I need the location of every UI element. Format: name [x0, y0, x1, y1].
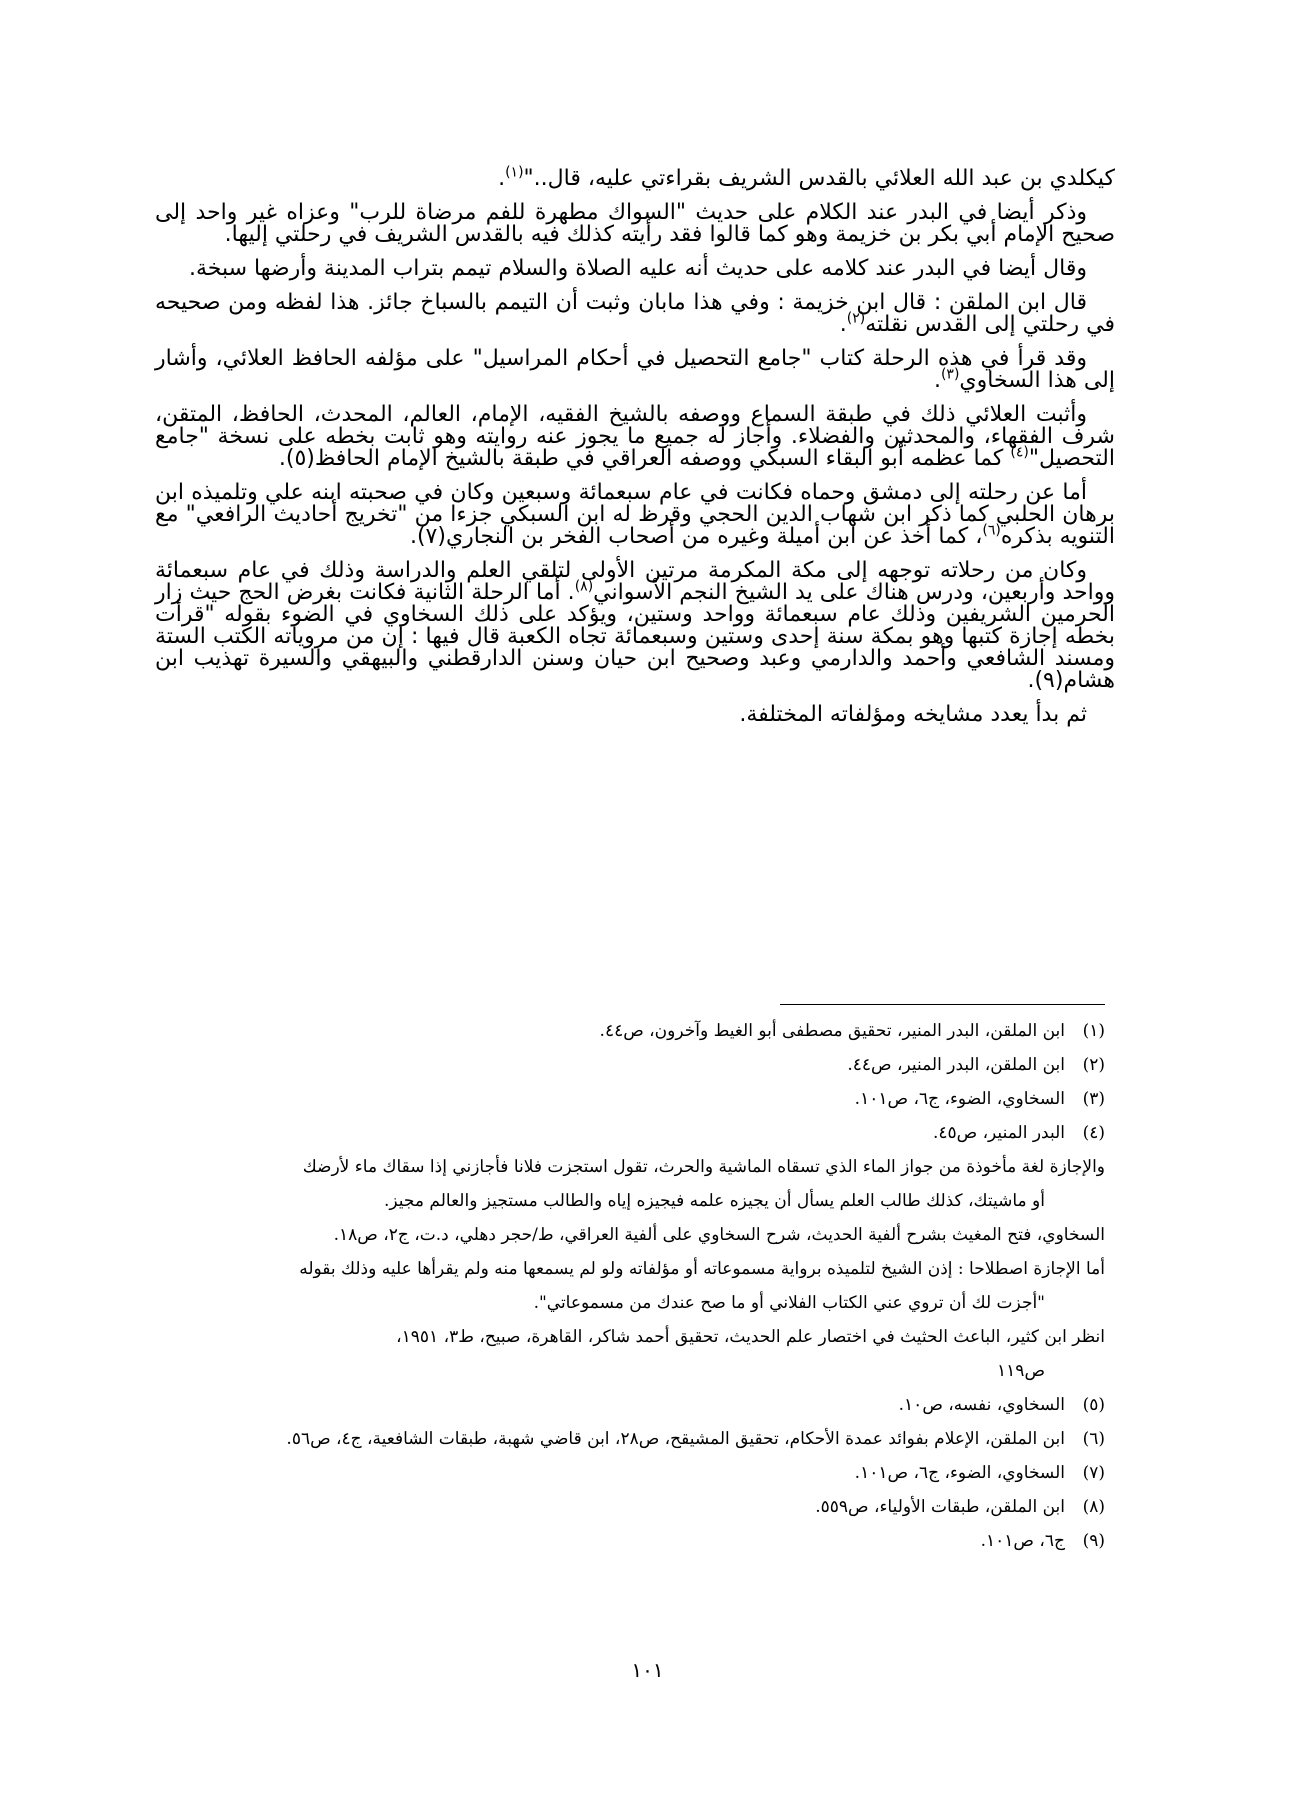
paragraph-text: وقال أيضا في البدر عند كلامه على حديث أنه عليه الصلاة والسلام تيمم بتراب المدينة وأرضها سبخة.	[189, 256, 1087, 281]
footnote-text: ابن الملقن، الإعلام بفوائد عمدة الأحكام، تحقيق المشيقح، ص٢٨، ابن قاضي شهبة، طبقات الشافعية، ج٤، ص٥٦.	[286, 1429, 1065, 1449]
footnote	[170, 1088, 1105, 1110]
paragraph	[155, 202, 1115, 246]
footnote-text: ابن الملقن، البدر المنير، تحقيق مصطفى أبو الغيط وآخرون، ص٤٤.	[599, 1021, 1065, 1041]
footnotes	[170, 1020, 1105, 1564]
footnote-number: (٢)	[1082, 1055, 1105, 1075]
paragraph-text: أما عن رحلته إلى دمشق وحماه فكانت في عام سبعمائة وسبعين وكان في صحبته ابنه علي وتلميذه ابن برهان الحلبي كما ذكر ابن شهاب الدين الحجي وقرظ له ابن السبكي جزءا من "تخريج أحاديث الرافعي" مع التنويه بذكره	[155, 480, 1115, 549]
paragraph	[155, 404, 1115, 470]
paragraph-text: وقد قرأ في هذه الرحلة كتاب "جامع التحصيل في أحكام المراسيل" على مؤلفه الحافظ العلائي، وأشار إلى هذا السخاوي	[155, 346, 1115, 393]
footnote-text: السخاوي، نفسه، ص١٠.	[898, 1395, 1065, 1415]
body-text	[155, 164, 1115, 738]
footnote-text: البدر المنير، ص٤٥.	[932, 1123, 1065, 1143]
paragraph	[155, 560, 1115, 692]
footnote	[170, 1462, 1105, 1484]
footnote-ref[interactable]: (٤)	[1010, 444, 1029, 461]
paragraph-tail: .	[839, 312, 847, 337]
paragraph-text: وكان من رحلاته توجهه إلى مكة المكرمة مرتين الأولى لتلقي العلم والدراسة وذلك في عام سبعمائة وواحد وأربعين، ودرس هناك على يد الشيخ النجم الأسواني	[155, 558, 1115, 605]
footnote-ref[interactable]: (٦)	[982, 522, 1001, 539]
page-number: ١٠١	[631, 1658, 664, 1682]
footnote-note	[170, 1156, 1105, 1212]
footnote-number: (٨)	[1082, 1497, 1105, 1517]
paragraph	[155, 704, 1115, 726]
paragraph-tail: كما عظمه أبو البقاء السبكي ووصفه العراقي في طبقة بالشيخ الإمام الحافظ(٥).	[278, 446, 1011, 471]
footnote-ref[interactable]: (١)	[505, 164, 524, 181]
paragraph-tail: . أما الرحلة الثانية فكانت بغرض الحج حيث زار الحرمين الشريفين وذلك عام سبعمائة وواحد وستين، ويؤكد على ذلك السخاوي في الضوء بقوله "قرأت بخطه إجازة كتبها وهو بمكة سنة إحدى وستين وسبعمائة تجاه الكعبة قال فيها : إن من مروياته الكتب الستة ومسند الشافعي وأحمد والدارمي وعبد وصحيح ابن حيان وسنن الدارقطني والبيهقي والسيرة تهذيب ابن هشام(٩).	[155, 580, 1115, 693]
footnote	[170, 1020, 1105, 1042]
note-continuation: "أجزت لك أن تروي عني الكتاب الفلاني أو ما صح عندك من مسموعاتي".	[533, 1293, 1045, 1313]
footnote	[170, 1428, 1105, 1450]
paragraph	[155, 258, 1115, 280]
footnote-separator	[780, 1004, 1105, 1005]
footnote-number: (٣)	[1082, 1089, 1105, 1109]
footnote-number: (٥)	[1082, 1395, 1105, 1415]
paragraph-tail: .	[933, 368, 941, 393]
note-text: السخاوي، فتح المغيث بشرح ألفية الحديث، شرح السخاوي على ألفية العراقي، ط/حجر دهلي، د.ت، ج٢، ص١٨.	[333, 1225, 1105, 1245]
footnote	[170, 1394, 1105, 1416]
footnote-ref[interactable]: (٨)	[574, 578, 594, 595]
paragraph-tail: .	[498, 166, 506, 191]
note-text: والإجازة لغة مأخوذة من جواز الماء الذي تسقاه الماشية والحرث، تقول استجزت فلانا فأجازني إذا سقاك ماء لأرضك	[302, 1157, 1105, 1177]
paragraph	[155, 348, 1115, 392]
footnote-number: (٤)	[1082, 1123, 1105, 1143]
footnote-number: (٦)	[1082, 1429, 1105, 1449]
paragraph	[155, 482, 1115, 548]
paragraph-tail: ، كما أخذ عن ابن أميلة وغيره من أصحاب الفخر بن النجاري(٧).	[409, 524, 983, 549]
footnote-note	[170, 1224, 1105, 1246]
paragraph-text: كيكلدي بن عبد الله العلائي بالقدس الشريف بقراءتي عليه، قال.."	[523, 166, 1115, 191]
footnote-number: (١)	[1082, 1021, 1105, 1041]
footnote	[170, 1530, 1105, 1552]
note-text: انظر ابن كثير، الباعث الحثيث في اختصار علم الحديث، تحقيق أحمد شاكر، القاهرة، صبيح، ط٣، ١٩٥١،	[396, 1327, 1105, 1347]
footnote-number: (٧)	[1082, 1463, 1105, 1483]
footnote	[170, 1054, 1105, 1076]
footnote-ref[interactable]: (٢)	[846, 310, 866, 327]
note-continuation: أو ماشيتك، كذلك طالب العلم يسأل أن يجيزه علمه فيجيزه إياه والطالب مستجيز والعالم مجيز.	[384, 1191, 1045, 1211]
footnote-note	[170, 1326, 1105, 1382]
paragraph-text: ثم بدأ يعدد مشايخه ومؤلفاته المختلفة.	[739, 702, 1087, 727]
paragraph	[155, 164, 1115, 191]
footnote-text: ج٦، ص١٠١.	[980, 1531, 1065, 1551]
footnote-text: ابن الملقن، البدر المنير، ص٤٤.	[847, 1055, 1065, 1075]
footnote-text: ابن الملقن، طبقات الأولياء، ص٥٥٩.	[815, 1497, 1065, 1517]
footnote	[170, 1122, 1105, 1144]
footnote	[170, 1496, 1105, 1518]
paragraph-text: قال ابن الملقن : قال ابن خزيمة : وفي هذا مابان وثبت أن التيمم بالسباخ جائز. هذا لفظه ومن صحيحه في رحلتي إلى القدس نقلته	[155, 290, 1115, 337]
footnote-text: السخاوي، الضوء، ج٦، ص١٠١.	[854, 1089, 1065, 1109]
footnote-note	[170, 1258, 1105, 1314]
footnote-number: (٩)	[1082, 1531, 1105, 1551]
note-continuation: ص١١٩	[997, 1361, 1045, 1381]
footnote-ref[interactable]: (٣)	[940, 366, 960, 383]
paragraph-text: وذكر أيضا في البدر عند الكلام على حديث "السواك مطهرة للفم مرضاة للرب" وعزاه غير واحد إلى صحيح الإمام أبي بكر بن خزيمة وهو كما قالوا فقد رأيته كذلك فيه بالقدس الشريف في رحلتي إليها.	[155, 200, 1115, 247]
paragraph-text: وأثبت العلائي ذلك في طبقة السماع ووصفه بالشيخ الفقيه، الإمام، العالم، المحدث، الحافظ، المتقن، شرف الفقهاء، والمحدثين والفضلاء. وأجاز له جميع ما يجوز عنه روايته وهو ثابت بخطه على نسخة "جامع التحصيل"	[155, 402, 1115, 471]
paragraph	[155, 292, 1115, 336]
footnote-text: السخاوي، الضوء، ج٦، ص١٠١.	[854, 1463, 1065, 1483]
note-text: أما الإجازة اصطلاحا : إذن الشيخ لتلميذه برواية مسموعاته أو مؤلفاته ولو لم يسمعها منه ولم يقرأها عليه وذلك بقوله	[299, 1259, 1105, 1279]
